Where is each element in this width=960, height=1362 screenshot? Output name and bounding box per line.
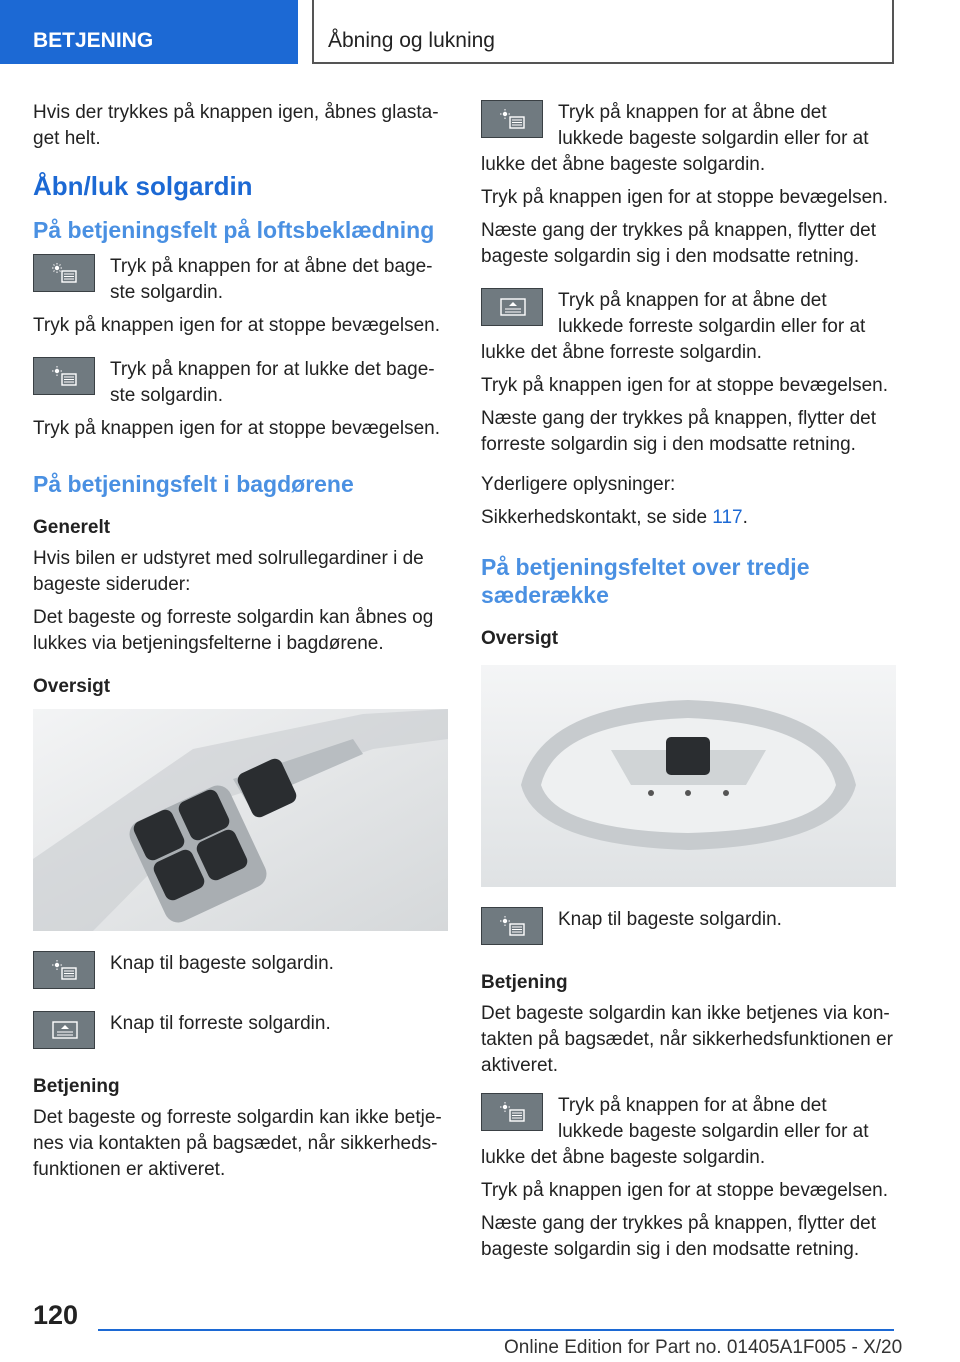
left-column: [33, 100, 448, 1190]
rear-open-instruction: [481, 100, 896, 178]
section-heading: Åbn/luk solgardin: [33, 171, 253, 201]
section-tab: [0, 0, 298, 64]
rear-sunblind-button-icon: [481, 100, 543, 138]
operation-paragraph: Det bageste og forreste solgardin kan ikke betje‐nes via kontakten på bagsædet, når sikkerheds‐funktionen er aktiveret.: [33, 1107, 442, 1180]
front-key-legend: [33, 1011, 448, 1053]
instruction-text: Tryk på knappen for at lukke det bage‐ste solgardin.: [110, 359, 435, 406]
instruction-text: Tryk på knappen for at åbne det bage‐ste solgardin.: [110, 256, 433, 303]
front-sunblind-button-icon: [481, 288, 543, 326]
ceiling-panel-photo: [481, 665, 896, 887]
page-number: 120: [33, 1300, 79, 1330]
edition-footer: Online Edition for Part no. 01405A1F005 - X/20: [504, 1337, 903, 1358]
door-panel-heading: På betjeningsfelt i bagdørene: [33, 471, 354, 497]
front-sunblind-button-icon: [33, 1011, 95, 1049]
third-row-heading: På betjeningsfeltet over tredje sæderække: [481, 554, 810, 608]
next-text: Næste gang der trykkes på knappen, flytter det forreste solgardin sig i den modsatte retning.: [481, 408, 876, 455]
rear-sunblind-button-icon: [33, 254, 95, 292]
cross-reference: [481, 505, 896, 531]
section-title: BETJENING: [33, 29, 154, 52]
general-heading: Generelt: [33, 517, 111, 538]
stop-text: Tryk på knappen igen for at stoppe bevægelsen.: [33, 315, 440, 336]
rear-sunblind-button-icon: [481, 1093, 543, 1131]
cross-reference-suffix: .: [742, 507, 748, 528]
rear-sunblind-button-icon: [481, 907, 543, 945]
rear-sunblind-button-icon: [33, 357, 95, 395]
footer-divider: [98, 1329, 894, 1331]
stop-text: Tryk på knappen igen for at stoppe bevægelsen.: [481, 187, 888, 208]
chapter-tab: [312, 0, 894, 64]
general-paragraph: Det bageste og forreste solgardin kan åbnes og lukkes via betjeningsfelterne i bagdørene.: [33, 607, 434, 654]
stop-text: Tryk på knappen igen for at stoppe bevægelsen.: [481, 1180, 888, 1201]
legend-text: Knap til bageste solgardin.: [110, 953, 334, 974]
stop-text: Tryk på knappen igen for at stoppe bevægelsen.: [33, 418, 440, 439]
page-reference-link[interactable]: 117: [712, 507, 743, 528]
front-open-instruction: [481, 288, 896, 366]
general-paragraph: Hvis bilen er udstyret med solrullegardiner i de bageste sideruder:: [33, 548, 424, 595]
instruction-text: Tryk på knappen for at åbne det lukkede forreste solgardin eller for at lukke det åbne forreste solgardin.: [481, 290, 866, 363]
operation-heading: Betjening: [481, 972, 568, 993]
roof-panel-heading: På betjeningsfelt på loftsbeklædning: [33, 217, 435, 243]
chapter-title: Åbning og lukning: [328, 29, 495, 52]
stop-text: Tryk på knappen igen for at stoppe bevægelsen.: [481, 375, 888, 396]
overview-heading: Oversigt: [481, 628, 559, 649]
roof-close-instruction: [33, 357, 448, 409]
rear-open-instruction-2: [481, 1093, 896, 1171]
roof-open-instruction: [33, 254, 448, 306]
operation-heading: Betjening: [33, 1076, 120, 1097]
operation-paragraph: Det bageste solgardin kan ikke betjenes via kon‐takten på bagsædet, når sikkerhedsfunktionen er aktiveret.: [481, 1003, 893, 1076]
legend-text: Knap til bageste solgardin.: [558, 909, 782, 930]
door-panel-photo: [33, 709, 448, 931]
next-text: Næste gang der trykkes på knappen, flytter det bageste solgardin sig i den modsatte retning.: [481, 1213, 876, 1260]
instruction-text: Tryk på knappen for at åbne det lukkede bageste solgardin eller for at lukke det åbne bageste solgardin.: [481, 102, 869, 175]
rear-key-legend: [481, 907, 896, 949]
cross-reference-text: Sikkerhedskontakt, se side: [481, 507, 708, 528]
intro-paragraph: Hvis der trykkes på knappen igen, åbnes glasta‐get helt.: [33, 102, 439, 149]
right-column: [481, 100, 896, 1270]
rear-key-legend: [33, 951, 448, 993]
next-text: Næste gang der trykkes på knappen, flytter det bageste solgardin sig i den modsatte retning.: [481, 220, 876, 267]
more-info-label: Yderligere oplysninger:: [481, 474, 676, 495]
legend-text: Knap til forreste solgardin.: [110, 1013, 331, 1034]
rear-sunblind-button-icon: [33, 951, 95, 989]
instruction-text: Tryk på knappen for at åbne det lukkede bageste solgardin eller for at lukke det åbne bageste solgardin.: [481, 1095, 869, 1168]
overview-heading: Oversigt: [33, 676, 111, 697]
